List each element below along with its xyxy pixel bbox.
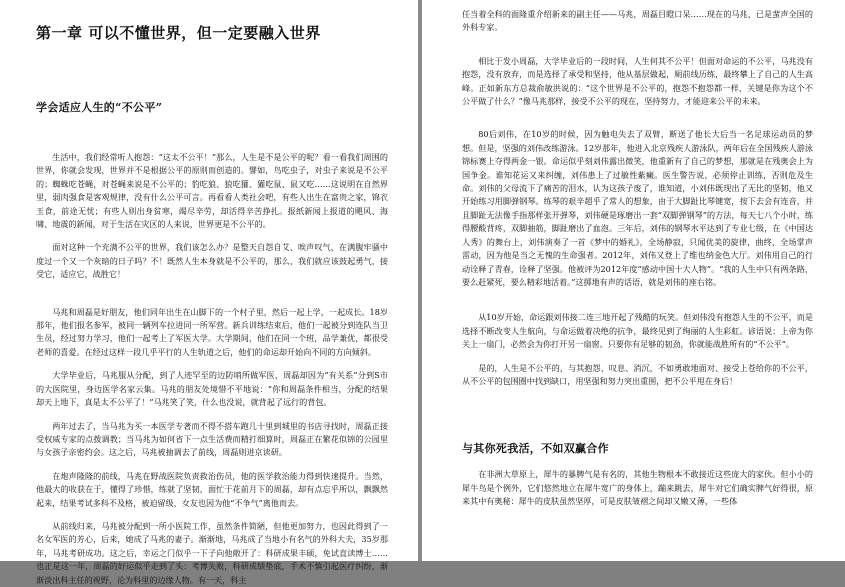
section-title: 与其你死我活，不如双赢合作	[462, 442, 609, 456]
paragraph: 在炮声隆隆的前线，马兆在野战医院负责救治伤员，他的医学救治能力得到快速提升。当然，他最大的收获在于，懂得了珍惜，练就了坚韧，面忙于花前月下的周磊，却有点忘乎所以，飘飘然起来，结果考试多科不及格，被迫留级，女友也因为他“不争气”离他而去。	[36, 470, 388, 508]
paragraph: 相比于发小周磊，大学毕业后的一段时间，人生何其不公平！但面对命运的不公平，马兆没有抱怨，没有放弃，而是选择了承受和坚持，他从基层做起，厕前线历练，最终攀上了自己的人生高峰。正如新东方总裁俞敏洪说的：“这个世界是不公平的，抱怨不抱怨都一样，关键是你为这个不公平做了什么？”像马兆那样，接受不公平的现在，坚持努力，才能迎来公平的未来。	[462, 55, 813, 107]
paragraph: 从前线归来，马兆被分配到一所小医院工作，虽然条件简陋，但他更加努力，也因此得到了一名女军医的芳心，后来，她成了马兆的妻子。渐渐地，马兆成了当地小有名气的外科大夫，35岁那年，马兆考研成功。这之后，幸运之门似乎一下子向他敞开了：科研成果丰硕，免试直读博士……也正是这一年，周磊的好运似乎走到了头：考博失败，科研成绩垫底，手术不慎引起医疗纠纷，渐渐淡出科主任的视野，沦为科里的边缘人物。有一天，科主	[36, 520, 388, 585]
paragraph: 80后刘伟，在10岁的时候，因为触电失去了双臂，断送了他长大后当一名足球运动员的梦想。但是，坚强的刘伟改练游泳。12岁那年，他进入北京残疾人游泳队，两年后在全国残疾人游泳锦标赛上夺得两金一银。命运似乎刻刘伟露出微笑，他重新有了自己的梦想，那就是在残奥会上为国争金。谁知花运又来纠缠，刘伟患上了过敏性紫癜。医生警告说，必须停止训练，否则危及生命。刘伟的父母流下了痛苦的泪水，认为这孩子废了，谁知道，小刘伟既现出了无比的坚韧，他又开始练习用脚弹钢琴。练琴的艰辛超乎了常人的想象，由于大脚趾比琴键宽，按下去会有连音，并且脚趾无法像手指那样张开弹琴，刘伟硬是琢磨出一套“双脚弹钢琴”的方法，每天七八个小时，练得腰酸背疼，双脚抽筋，脚趾磨出了血泡。三年后，刘伟的钢琴水平达到了专业七级，在《中国达人秀》的舞台上，刘伟演奏了一首《梦中的婚礼》，全场静寂，只闻优美的旋律，曲终，全场掌声雷动，因为他是当之无愧的生命强者。2012年，刘伟又登上了维也纳金色大厅。刘伟用自己的行动诠释了青春，诠释了坚强。他被评为2012年度“感动中国十大人物”。“我的人生中只有两条路，要么赶紧死，要么精彩地活着。”这掷地有声的话语，就是刘伟的座右铭。	[462, 129, 813, 287]
paragraph: 是的，人生是不公平的，与其抱怨、叹息、消沉，不如勇敢地面对、接受上苍给你的不公平，从不公平的包围圈中找到缺口，用坚强和努力突出重围，把不公平甩在身后！	[462, 362, 813, 386]
paragraph: 任当着全科的面隆重介绍新来的副主任——马兆，周磊目瞪口呆……现在的马兆，已是蜚声全国的外科专家。	[462, 9, 813, 33]
paragraph: 从10岁开始，命运跟刘伟接二连三地开起了残酷的玩笑。但刘伟没有抱怨人生的不公平，而是选择不断改变人生航向，与命运做着决绝的抗争，最终见到了绚丽的人生彩虹。谚语说：上帝为你关上一扇门，必然会为你打开另一扇窗。只要你有足够的韧劲，你就能战胜所有的“不公平”。	[462, 312, 813, 350]
paragraph: 马兆和周磊是好朋友，他们同年出生在山脚下的一个村子里，然后一起上学，一起成长。18岁那年，他们报名参军，被同一辆列车拉进同一所军营。新兵训练结束后，他们一起被分到连队当卫生员，经过努力学习，他们一起考上了军医大学。大学期间，他们在同一个班，品学兼优，都很受老师的喜爱。在经过这样一段几乎平行的人生轨道之后，他们的命运却开始向不同的方向倾斜。	[36, 306, 388, 357]
right-page	[422, 0, 845, 561]
paragraph: 面对这种一个充满不公平的世界，我们该怎么办？是整天自怨自艾、唉声叹气，在满腹牢骚中度过一个又一个灰暗的日子吗？不！既然人生本身就是不公平的，那么，我们就应该鼓起勇气，接受它，适应它，战胜它！	[36, 242, 388, 280]
paragraph: 大学毕业后，马兆服从分配，到了人迹罕至的边防哨所做军医，周磊却因为“有关系”分到S市的大医院里，身边医学名家云集。马兆的朋友处境惜不平地说：“你和周磊条件相当，分配的结果却天上地下，真是太不公平了！”马兆笑了笑，什么也没说，就背起了远行的背包。	[36, 370, 388, 408]
paragraph: 在非洲大草原上，犀牛的暴脾气是有名的，其他生物根本不敢接近这些庞大的家伙。但小小的犀牛鸟是个例外，它们悠然地立在犀牛宽广的身体上，蹦来跳去，犀牛对它们确实脾气好得很，原来其中有奥秘：犀牛的皮肤虽然坚厚，可是皮肤皱褶之间却又嫩又薄，一些体	[462, 469, 813, 507]
paragraph: 生活中，我们经常听人抱怨：“这太不公平！”那么，人生是不是公平的呢？看一看我们周围的世界，你就会发现，世界并不是根据公平的原则而创造的。譬如，鸟吃虫子，对虫子来说是不公平的；蜘蛛吃苍蝇，对苍蝇来说是不公平的；豹吃狼、狼吃獾、獾吃鼠、鼠又吃……这说明在自然界里，弱肉强食是客观规律，没有什么公平可言。再看看人类社会吧，有些人出生在富贵之家，锦衣玉食，前途无忧；有些人则出身贫寒，竭尽辛劳，却活得辛苦挣扎。报纸新闻上报道的飓风、海啸、地震的新闻，对于生活在灾区的人来说，世界更是不公平的。	[36, 152, 388, 230]
left-page	[0, 0, 418, 585]
paragraph: 两年过去了，当马兆为买一本医学专著而不得不搭车跑几十里到城里的书店寻找时，周磊正接受权威专家的点拨调教；当马兆为如何省下一点生活费而精打细算时，周磊正在繁花似锦的公园里与女孩子亲密约会。这之后，马兆被抽调去了前线，周磊则进京读研。	[36, 420, 388, 458]
section-title: 学会适应人生的“不公平”	[36, 101, 163, 114]
chapter-title: 第一章 可以不懂世界，但一定要融入世界	[36, 24, 321, 42]
